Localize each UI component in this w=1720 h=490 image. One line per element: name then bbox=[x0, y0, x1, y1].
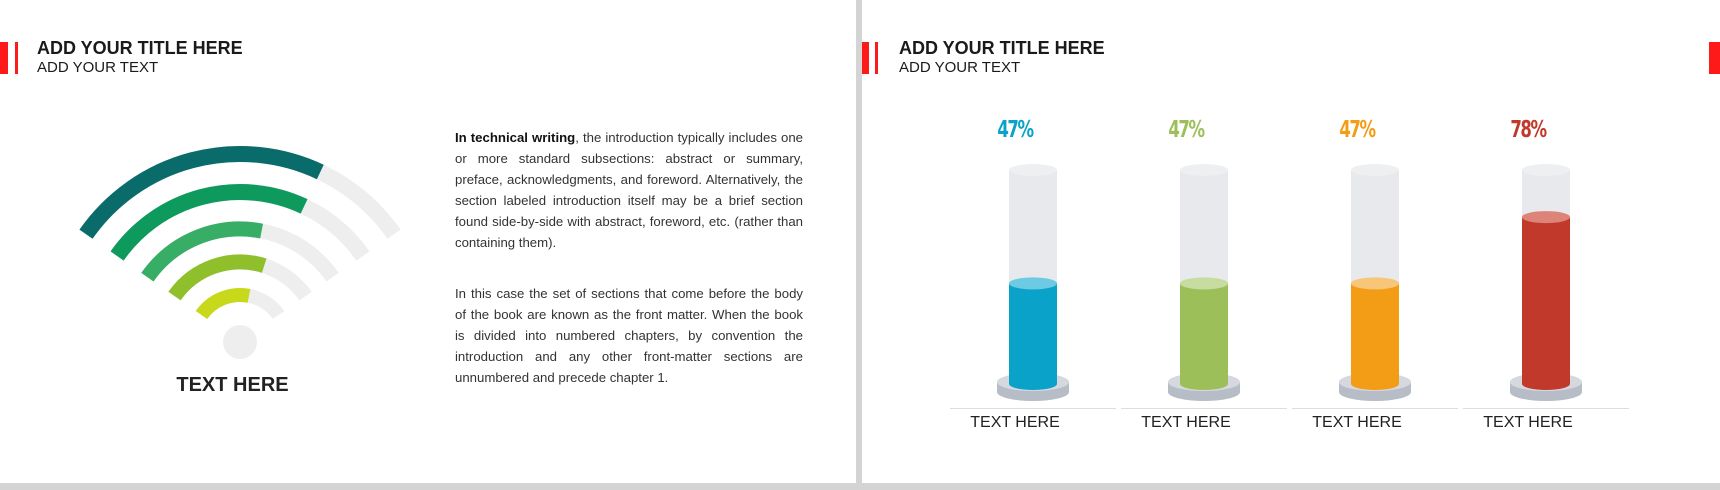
cylinder-chart bbox=[862, 0, 1720, 483]
cylinder-tube-top bbox=[1351, 164, 1399, 176]
slide-title: ADD YOUR TITLE HERE bbox=[37, 38, 243, 58]
baseline-1 bbox=[950, 408, 1116, 409]
left-slide bbox=[0, 0, 856, 483]
slide-title: ADD YOUR TITLE HERE bbox=[899, 38, 1105, 58]
right-slide bbox=[862, 0, 1720, 483]
column-label-2: TEXT HERE bbox=[1141, 414, 1231, 431]
paragraph-1 bbox=[455, 127, 803, 253]
cylinder-fill bbox=[1009, 283, 1057, 384]
column-label-1: TEXT HERE bbox=[970, 414, 1060, 431]
cylinder-fill-bottom bbox=[1180, 378, 1228, 390]
cylinder-fill-bottom bbox=[1009, 378, 1057, 390]
cylinder-2 bbox=[1168, 164, 1240, 401]
percent-label-3: 47% bbox=[1339, 117, 1375, 143]
column-label-4: TEXT HERE bbox=[1483, 414, 1573, 431]
wifi-arc-5 bbox=[202, 295, 250, 315]
baseline-4 bbox=[1463, 408, 1629, 409]
cylinder-fill-cap bbox=[1522, 211, 1570, 223]
cylinder-4 bbox=[1510, 164, 1582, 401]
cylinder-fill bbox=[1522, 217, 1570, 384]
cylinder-fill bbox=[1351, 283, 1399, 384]
cylinder-fill-bottom bbox=[1522, 378, 1570, 390]
cylinder-tube-top bbox=[1522, 164, 1570, 176]
percent-label-1: 47% bbox=[997, 117, 1033, 143]
wifi-caption: TEXT HERE bbox=[176, 374, 289, 396]
paragraph-1-bold: In technical writing bbox=[455, 130, 576, 145]
cylinder-fill bbox=[1180, 283, 1228, 384]
slide-subtitle: ADD YOUR TEXT bbox=[37, 59, 159, 76]
cylinder-3 bbox=[1339, 164, 1411, 401]
cylinder-fill-cap bbox=[1009, 277, 1057, 289]
baseline-3 bbox=[1292, 408, 1458, 409]
wifi-arc-2 bbox=[117, 192, 304, 256]
baseline-2 bbox=[1121, 408, 1287, 409]
cylinder-tube-top bbox=[1009, 164, 1057, 176]
column-label-3: TEXT HERE bbox=[1312, 414, 1402, 431]
cylinder-fill-bottom bbox=[1351, 378, 1399, 390]
slide-subtitle: ADD YOUR TEXT bbox=[899, 59, 1021, 76]
cylinder-1 bbox=[997, 164, 1069, 401]
percent-label-2: 47% bbox=[1168, 117, 1204, 143]
wifi-dot bbox=[223, 325, 257, 359]
cylinder-fill-cap bbox=[1180, 277, 1228, 289]
paragraph-2: In this case the set of sections that come before the body of the book are known as the front matter. When the book is divided into numbered chapters, by convention the introduction and any other front-matter sections are unnumbered and precede chapter 1. bbox=[455, 286, 803, 385]
cylinder-fill-cap bbox=[1351, 277, 1399, 289]
cylinder-tube-top bbox=[1180, 164, 1228, 176]
percent-label-4: 78% bbox=[1510, 117, 1546, 143]
paragraph-1-text: , the introduction typically includes one or more standard subsections: abstract or summary, preface, acknowledgments, and foreword. Alternatively, the section labeled introduction itself may be a brief section found side-by-side with abstract, foreword, etc. (rather than containing them). bbox=[455, 130, 803, 250]
